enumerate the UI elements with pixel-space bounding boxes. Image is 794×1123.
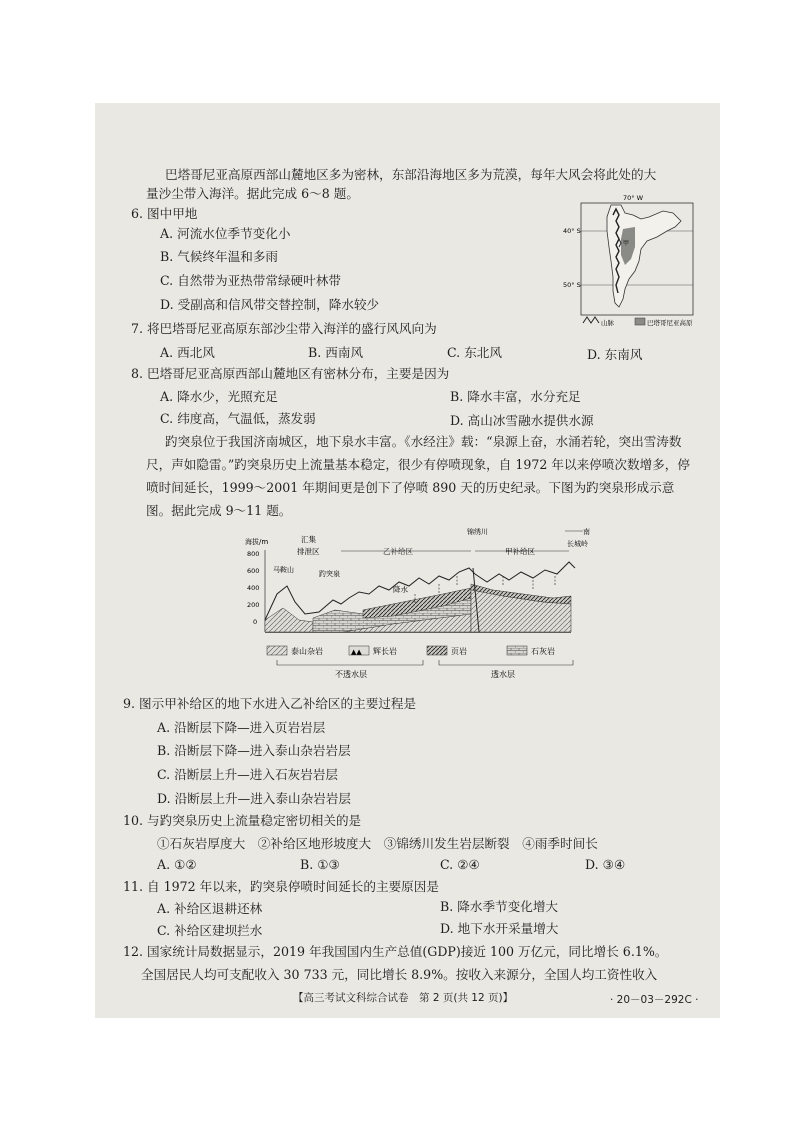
q7-option-d: D. 东南风 [587, 347, 643, 362]
legend-gabbro-icon: ▲▲ [351, 648, 362, 656]
q7-option-a: A. 西北风 [160, 345, 215, 360]
q9-option-c: C. 沿断层上升—进入石灰岩岩层 [157, 767, 338, 782]
q10-option-a: A. ①② [157, 857, 197, 872]
legend-mountain-label: 山脉 [601, 319, 614, 327]
q9-option-d: D. 沿断层上升—进入泰山杂岩岩层 [157, 791, 351, 806]
legend-shale-label: 页岩 [451, 647, 467, 656]
ytick-0: 0 [253, 618, 258, 626]
map-jia-label: 甲 [623, 240, 630, 247]
diagram-baseline [265, 632, 571, 633]
legend-limestone-swatch [507, 646, 527, 655]
q10-option-b: B. ①③ [300, 857, 340, 872]
q12-line2: 全国居民人均可支配收入 30 733 元，同比增长 8.9%。按收入来源分，全国人均工资性收入 [141, 967, 658, 982]
q8-option-c: C. 纬度高，气温低，蒸发弱 [160, 411, 316, 426]
q10-items: ①石灰岩厚度大 ②补给区地形坡度大 ③锦绣川发生岩层断裂 ④雨季时间长 [157, 836, 598, 851]
q10-option-c: C. ②④ [440, 857, 480, 872]
map-longitude-label: 70° W [623, 194, 644, 202]
q6-option-b: B. 气候终年温和多雨 [160, 249, 279, 264]
mountain-label: 马鞍山 [273, 566, 294, 574]
map-lat-50-label: 50° S [563, 281, 581, 289]
ridge-label: 长城岭 [567, 540, 588, 548]
q11-option-b: B. 降水季节变化增大 [440, 899, 559, 914]
q12-line1: 12. 国家统计局数据显示，2019 年我国国内生产总值(GDP)接近 100 万亿元，同比增长 6.1%。 [123, 944, 668, 959]
legend-mountain-icon [583, 317, 599, 323]
page-footer-title: 【高三考试文科综合试卷 第 2 页(共 12 页)】 [293, 992, 514, 1004]
q10-option-d: D. ③④ [585, 857, 626, 872]
zone-jia-label: 甲补给区 [505, 547, 535, 556]
permeable-layer-label: 透水层 [491, 670, 515, 679]
legend-gabbro-label: 辉长岩 [373, 647, 397, 656]
ytick-200: 200 [247, 601, 260, 609]
spring-label: 趵突泉 [319, 570, 340, 578]
q8-option-a: A. 降水少，光照充足 [160, 389, 278, 404]
q7-option-b: B. 西南风 [308, 345, 364, 360]
q11-option-a: A. 补给区退耕还林 [157, 901, 263, 916]
legend-shale-swatch [427, 646, 447, 655]
map-lat-40-label: 40° S [563, 227, 581, 235]
legend-plateau-label: 巴塔哥尼亚高原 [647, 319, 693, 327]
river-label: 锦绣川 [467, 528, 488, 536]
zone-collect-label: 汇集 [301, 535, 316, 544]
q9-option-a: A. 沿断层下降—进入页岩岩层 [157, 720, 326, 735]
q6-option-d: D. 受副高和信风带交替控制，降水较少 [160, 297, 380, 312]
permeable-bracket [439, 660, 573, 665]
rain-label: 降水 [393, 585, 408, 594]
gabbro-body [265, 608, 313, 632]
ytick-800: 800 [247, 550, 260, 558]
ytick-600: 600 [247, 567, 260, 575]
q7-stem: 7. 将巴塔哥尼亚高原东部沙尘带入海洋的盛行风风向为 [131, 321, 437, 336]
q9-stem: 9. 图示甲补给区的地下水进入乙补给区的主要过程是 [123, 696, 417, 711]
legend-taishan-label: 泰山杂岩 [291, 647, 323, 656]
legend-limestone-label: 石灰岩 [531, 647, 555, 656]
passage2-line4: 图。据此完成 9～11 题。 [146, 503, 292, 518]
page-footer-code: · 20－03－292C · [610, 994, 699, 1006]
diagram-y-label: 海拔/m [245, 538, 269, 546]
ytick-400: 400 [247, 584, 260, 592]
q10-stem: 10. 与趵突泉历史上流量稳定密切相关的是 [123, 813, 362, 828]
q11-option-c: C. 补给区建坝拦水 [157, 923, 263, 938]
passage1-line1: 巴塔哥尼亚高原西部山麓地区多为密林，东部沿海地区多为荒漠，每年大风会将此处的大 [165, 167, 657, 182]
legend-taishan-swatch [267, 646, 287, 655]
q6-option-a: A. 河流水位季节变化小 [160, 226, 291, 241]
patagonia-map [563, 191, 715, 339]
q9-option-b: B. 沿断层下降—进入泰山杂岩岩层 [157, 743, 351, 758]
exam-page [95, 103, 720, 1018]
passage2-line2: 尺，声如隐雷。”趵突泉历史上流量基本稳定，很少有停喷现象，自 1972 年以来停喷次数增多，停 [146, 457, 690, 472]
zone-yi-label: 乙补给区 [383, 547, 413, 556]
impermeable-bracket [277, 660, 423, 665]
q11-stem: 11. 自 1972 年以来，趵突泉停喷时间延长的主要原因是 [123, 879, 439, 894]
passage1-line2: 量沙尘带入海洋。据此完成 6～8 题。 [146, 186, 359, 201]
impermeable-layer-label: 不透水层 [335, 670, 367, 679]
zone-discharge-label: 排泄区 [297, 547, 320, 556]
legend-plateau-swatch [635, 318, 645, 325]
q8-stem: 8. 巴塔哥尼亚高原西部山麓地区有密林分布，主要是因为 [131, 366, 450, 381]
q8-option-b: B. 降水丰富，水分充足 [450, 389, 581, 404]
q7-option-c: C. 东北风 [447, 345, 502, 360]
passage2-line1: 趵突泉位于我国济南城区，地下泉水丰富。《水经注》载：“泉源上奋，水涌若轮，突出雪涛数 [165, 434, 682, 449]
baotu-spring-cross-section [243, 528, 593, 696]
south-label: 南 [583, 528, 590, 536]
q8-option-d: D. 高山冰雪融水提供水源 [450, 413, 594, 428]
passage2-line3: 喷时间延长，1999～2001 年期间更是创下了停喷 890 天的历史纪录。下图为趵突泉形成示意 [146, 480, 675, 495]
q6-option-c: C. 自然带为亚热带常绿硬叶林带 [160, 273, 341, 288]
q6-stem: 6. 图中甲地 [131, 206, 198, 221]
q11-option-d: D. 地下水开采量增大 [440, 921, 559, 936]
